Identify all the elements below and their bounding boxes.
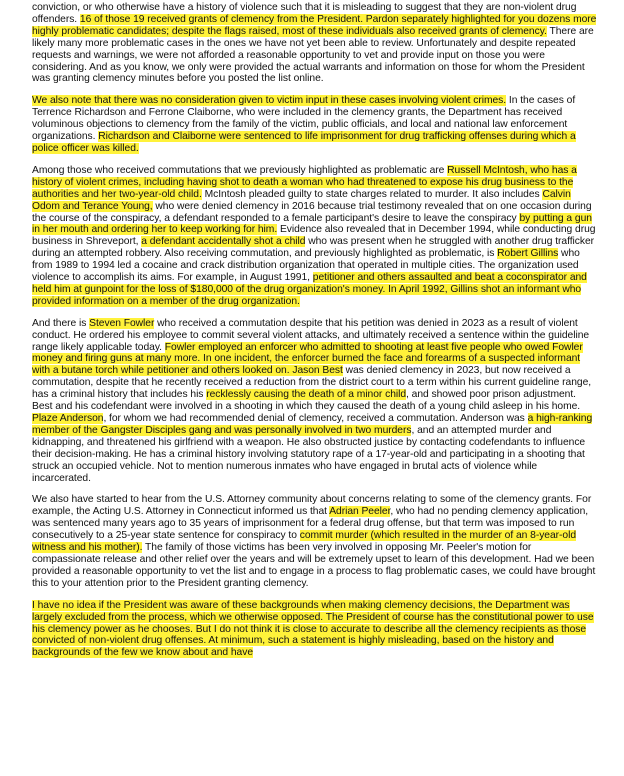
highlighted-text: a high-ranking member of the Gangster Disciples gang and was personally involved in two murders (32, 413, 593, 436)
body-text: conviction, or who otherwise have a history of violence such that it is misleading to suggest that they are non-violent drug offenders. (32, 2, 577, 25)
body-text: Among those who received commutations that we previously highlighted as problematic are (32, 164, 448, 176)
paragraph (32, 318, 598, 485)
body-text: We also have started to hear from the U.S. Attorney community about concerns relating to some of the clemency grants. For example, the Acting U.S. Attorney in Connecticut informed us that (32, 494, 592, 518)
paragraph (32, 600, 598, 660)
body-text: who was present when he struggled with another drug trafficker during an attempted robbery. Also receiving commutation, and previously highlighted as problematic, is (32, 236, 595, 260)
body-text: who received a commutation despite that his petition was denied in 2023 as a result of violent conduct. He ordered his employee to commit several violent attacks, and ultimately received a sentence within the guideline range likely applicable today. (32, 317, 590, 353)
highlighted-text: by putting a gun in her mouth and ordering her to keep working for him. (32, 212, 592, 236)
highlighted-text: Robert Gillins (497, 248, 559, 260)
paragraph (32, 494, 598, 589)
highlighted-text: Adrian Peeler (329, 506, 391, 518)
highlighted-text: I have no idea if the President was aware of these backgrounds when making clemency decisions, the Department was largely excluded from the process, which we otherwise opposed. The President of course has the constitutional power to use his clemency power as he chooses. But I do not think it is close to accurate to describe all the clemency recipients as those convicted of non-violent drug offenses. At minimum, such a statement is highly misleading, based on the history and backgrounds of the few we know about and have (32, 599, 594, 659)
body-text: McIntosh pleaded guilty to state charges related to murder. It also includes (201, 188, 543, 200)
body-text: , who had no pending clemency application, was sentenced many years ago to 35 years of imprisonment for a federal drug offense, but that term was imposed to run consecutively to a 25-year state sentence for conspiracy to (32, 506, 589, 542)
body-text: There are likely many more problematic cases in the ones we have not yet been able to review. Unfortunately and despite repeated requests and warnings, we were not afforded a reasonable opportunity to vet and provide input on those you were considering. And as you know, we only were provided the actual warrants and information on those for whom the President was granting clemency minutes before you posted the list online. (32, 25, 594, 85)
body-text: And there is (32, 317, 90, 329)
paragraph (32, 2, 598, 85)
highlighted-text: Plaze Anderson (32, 413, 104, 424)
body-text: In the cases of Terrence Richardson and Ferrone Claiborne, who were included in the clemency grants, the Department has received voluminous objections to clemency from the family of the victim, public officials, and local and national law enforcement organizations. (32, 95, 576, 143)
highlighted-text: a defendant accidentally shot a child (141, 236, 306, 248)
body-text: who from 1989 to 1994 led a cocaine and crack distribution organization that operated in multiple cities. The organization used violence to accomplish its aims. For example, in August 1991, (32, 248, 580, 284)
highlighted-text: Steven Fowler (89, 317, 155, 329)
body-text: Evidence also revealed that in December 1994, while conducting drug business in Shreveport, (32, 224, 596, 248)
body-text: , and an attempted murder and kidnapping, and threatened his girlfriend with a weapon. He also obstructed justice by contacting codefendants to influence their decision-making. He has a criminal history involving statutory rape of a 17-year-old and participating in a shooting that struck an occupied vehicle. Not to mention numerous inmates who have engaged in brutal acts of violence while incarcerated. (32, 424, 586, 484)
body-text: The family of those victims has been very involved in opposing Mr. Peeler's motion for compassionate release and other relief over the years and will be extremely upset to learn of this development. Had we been provided a reasonable opportunity to vet the list and to engage in a process to flag problematic cases, we could have brought this to your attention prior to the President granting clemency. (32, 542, 596, 589)
highlighted-text: commit murder (which resulted in the murder of an 8-year-old witness and his mother). (32, 530, 577, 554)
highlighted-text: Calvin Odom and Terance Young, (32, 188, 571, 212)
paragraph (32, 165, 598, 308)
highlighted-text: We also note that there was no consideration given to victim input in these cases involving violent crimes. (32, 95, 507, 107)
highlighted-text: petitioner and others assaulted and beat a coconspirator and held him at gunpoint for the loss of $180,000 of the drug organization's money. In April 1992, Gillins shot an informant who provided information on a member of the drug organization. (32, 272, 587, 307)
highlighted-text: Russell McIntosh, who has a history of violent crimes, including having shot to death a woman who had threatened to expose his drug business to the authorities and her two-year-old child. (32, 164, 577, 200)
highlighted-text: Richardson and Claiborne were sentenced to life imprisonment for drug trafficking offenses during which a police officer was killed. (32, 131, 576, 154)
highlighted-text: 16 of those 19 received grants of clemency from the President. Pardon separately highlighted for you dozens more highly problematic candidates; despite the flags raised, most of these individuals also received grants of clemency. (32, 13, 597, 37)
highlighted-text: recklessly causing the death of a minor child (206, 389, 407, 401)
body-text: who were denied clemency in 2016 because trial testimony revealed that on one occasion during the course of the conspiracy, a defendant responded to a female participant's desire to leave the conspiracy (32, 200, 592, 224)
highlighted-text: Fowler employed an enforcer who admitted to shooting at least five people who owed Fowler money and firing guns at many more. In one incident, the enforcer burned the face and forearms of a suspected informant with a butane torch while petitioner and others looked on. Jason Best (32, 341, 583, 377)
body-text: was denied clemency in 2023, but now received a commutation, despite that he recently received a reduction from the district court to a term within his current guideline range, has a criminal history that includes his (32, 365, 592, 401)
paragraph (32, 95, 598, 155)
body-text: , for whom we had recommended denial of clemency, received a commutation. Anderson was (103, 413, 528, 424)
body-text: , and showed poor prison adjustment. Best and his codefendant were involved in a shooting in which they caused the death of a young child asleep in his home. (32, 389, 581, 413)
